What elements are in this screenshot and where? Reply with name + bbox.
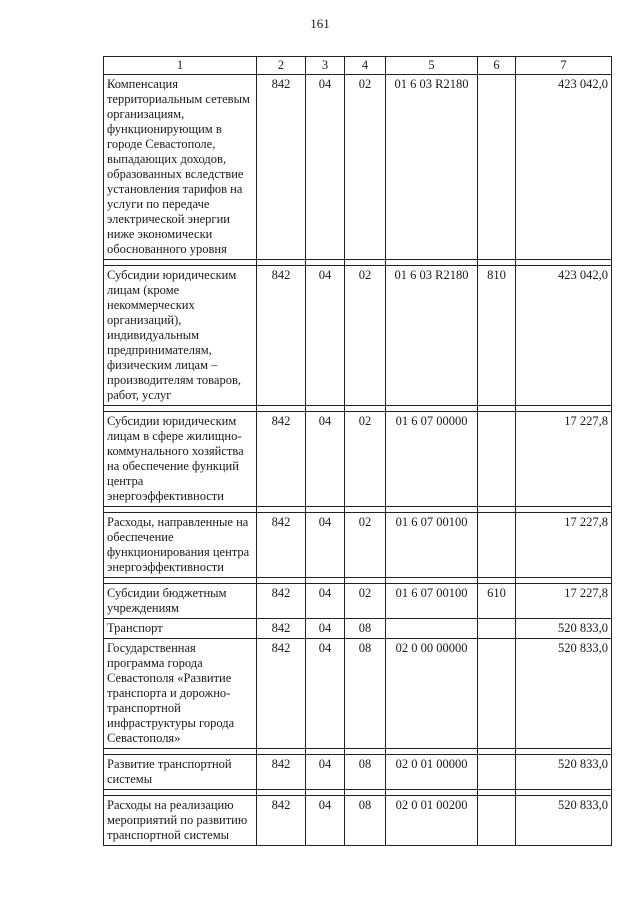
row-target-article: 01 6 07 00100 bbox=[386, 513, 478, 578]
row-amount: 520 833,0 bbox=[516, 639, 612, 749]
column-header-5: 5 bbox=[386, 57, 478, 75]
column-header-4: 4 bbox=[345, 57, 386, 75]
row-subsection-code: 08 bbox=[345, 755, 386, 790]
row-section-code: 04 bbox=[306, 75, 345, 260]
row-target-article: 02 0 01 00200 bbox=[386, 796, 478, 846]
table-row bbox=[104, 796, 612, 846]
row-section-code: 04 bbox=[306, 639, 345, 749]
row-amount: 423 042,0 bbox=[516, 266, 612, 406]
row-target-article: 02 0 01 00000 bbox=[386, 755, 478, 790]
row-target-article: 02 0 00 00000 bbox=[386, 639, 478, 749]
row-ministry-code: 842 bbox=[257, 639, 306, 749]
row-name: Компенсация территориальным сетевым организациям, функционирующим в городе Севастополе, выпадающих доходов, образованных вследствие установления тарифов на услуги по передаче электрической энергии ниже экономически обоснованного уровня bbox=[104, 75, 257, 260]
table-row bbox=[104, 639, 612, 749]
row-expense-type bbox=[478, 619, 516, 639]
table-row bbox=[104, 619, 612, 639]
row-subsection-code: 02 bbox=[345, 266, 386, 406]
row-amount: 17 227,8 bbox=[516, 513, 612, 578]
row-amount: 423 042,0 bbox=[516, 75, 612, 260]
table-row bbox=[104, 584, 612, 619]
table-row bbox=[104, 266, 612, 406]
row-target-article: 01 6 07 00000 bbox=[386, 412, 478, 507]
budget-table bbox=[103, 56, 612, 846]
row-target-article: 01 6 03 R2180 bbox=[386, 75, 478, 260]
table-header-row bbox=[104, 57, 612, 75]
row-amount: 17 227,8 bbox=[516, 584, 612, 619]
column-header-3: 3 bbox=[306, 57, 345, 75]
row-ministry-code: 842 bbox=[257, 619, 306, 639]
page-number: 161 bbox=[310, 16, 330, 31]
row-target-article bbox=[386, 619, 478, 639]
row-section-code: 04 bbox=[306, 584, 345, 619]
row-amount: 520 833,0 bbox=[516, 755, 612, 790]
row-name: Государственная программа города Севастополя «Развитие транспорта и дорожно-транспортной инфраструктуры города Севастополя» bbox=[104, 639, 257, 749]
row-section-code: 04 bbox=[306, 513, 345, 578]
row-subsection-code: 02 bbox=[345, 412, 386, 507]
table-row bbox=[104, 412, 612, 507]
row-expense-type: 810 bbox=[478, 266, 516, 406]
row-expense-type bbox=[478, 755, 516, 790]
row-expense-type bbox=[478, 412, 516, 507]
row-expense-type bbox=[478, 639, 516, 749]
row-ministry-code: 842 bbox=[257, 412, 306, 507]
row-subsection-code: 08 bbox=[345, 619, 386, 639]
column-header-2: 2 bbox=[257, 57, 306, 75]
row-amount: 17 227,8 bbox=[516, 412, 612, 507]
row-ministry-code: 842 bbox=[257, 796, 306, 846]
row-subsection-code: 02 bbox=[345, 75, 386, 260]
row-name: Развитие транспортной системы bbox=[104, 755, 257, 790]
row-name: Субсидии бюджетным учреждениям bbox=[104, 584, 257, 619]
row-subsection-code: 08 bbox=[345, 796, 386, 846]
row-name: Транспорт bbox=[104, 619, 257, 639]
row-name: Расходы на реализацию мероприятий по развитию транспортной системы bbox=[104, 796, 257, 846]
row-ministry-code: 842 bbox=[257, 755, 306, 790]
row-target-article: 01 6 07 00100 bbox=[386, 584, 478, 619]
column-header-1: 1 bbox=[104, 57, 257, 75]
row-expense-type bbox=[478, 75, 516, 260]
row-ministry-code: 842 bbox=[257, 75, 306, 260]
row-section-code: 04 bbox=[306, 619, 345, 639]
row-ministry-code: 842 bbox=[257, 584, 306, 619]
row-section-code: 04 bbox=[306, 796, 345, 846]
row-ministry-code: 842 bbox=[257, 266, 306, 406]
row-subsection-code: 02 bbox=[345, 584, 386, 619]
row-expense-type bbox=[478, 796, 516, 846]
row-name: Субсидии юридическим лицам в сфере жилищно-коммунального хозяйства на обеспечение функций центра энергоэффективности bbox=[104, 412, 257, 507]
row-name: Расходы, направленные на обеспечение функционирования центра энергоэффективности bbox=[104, 513, 257, 578]
column-header-7: 7 bbox=[516, 57, 612, 75]
row-target-article: 01 6 03 R2180 bbox=[386, 266, 478, 406]
row-name: Субсидии юридическим лицам (кроме некоммерческих организаций), индивидуальным предпринимателям, физическим лицам – производителям товаров, работ, услуг bbox=[104, 266, 257, 406]
row-section-code: 04 bbox=[306, 755, 345, 790]
table-row bbox=[104, 75, 612, 260]
row-section-code: 04 bbox=[306, 266, 345, 406]
row-subsection-code: 02 bbox=[345, 513, 386, 578]
column-header-6: 6 bbox=[478, 57, 516, 75]
row-ministry-code: 842 bbox=[257, 513, 306, 578]
row-expense-type bbox=[478, 513, 516, 578]
table-row bbox=[104, 513, 612, 578]
row-expense-type: 610 bbox=[478, 584, 516, 619]
row-amount: 520 833,0 bbox=[516, 619, 612, 639]
row-section-code: 04 bbox=[306, 412, 345, 507]
table-row bbox=[104, 755, 612, 790]
row-subsection-code: 08 bbox=[345, 639, 386, 749]
row-amount: 520 833,0 bbox=[516, 796, 612, 846]
